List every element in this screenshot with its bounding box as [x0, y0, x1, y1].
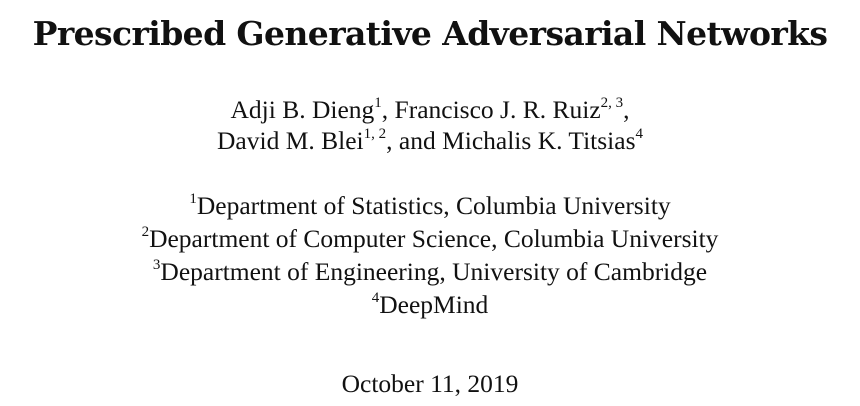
author-name: David M. Blei [217, 126, 364, 155]
paper-title: Prescribed Generative Adversarial Networks [32, 14, 828, 53]
affiliation-marker: 2 [141, 223, 150, 240]
affiliation-text: Department of Engineering, University of Cambridge [160, 257, 708, 286]
affiliation-text: DeepMind [379, 290, 489, 319]
author-affiliation-marker: 2, 3 [600, 94, 624, 111]
affiliation-list [0, 189, 860, 321]
author-name: Adji B. Dieng [230, 95, 375, 124]
affiliation-text: Department of Computer Science, Columbia University [149, 224, 719, 253]
affiliation-text: Department of Statistics, Columbia University [196, 191, 671, 220]
author-separator: , and [386, 126, 443, 155]
author-separator: , [623, 95, 630, 124]
author-name: Francisco J. R. Ruiz [394, 95, 601, 124]
author-affiliation-marker: 1, 2 [363, 125, 387, 142]
author-line [0, 125, 860, 156]
affiliation-marker: 3 [152, 256, 161, 273]
affiliation-item [0, 288, 860, 321]
author-name: Michalis K. Titsias [442, 126, 636, 155]
affiliation-item [0, 222, 860, 255]
affiliation-marker: 1 [189, 190, 197, 207]
author-affiliation-marker: 4 [635, 125, 643, 142]
affiliation-item [0, 189, 860, 222]
author-affiliation-marker: 1 [374, 94, 382, 111]
author-separator: , [381, 95, 395, 124]
author-line [0, 94, 860, 125]
affiliation-item [0, 255, 860, 288]
affiliation-marker: 4 [371, 289, 380, 306]
author-list [0, 94, 860, 156]
publication-date: October 11, 2019 [341, 369, 519, 398]
